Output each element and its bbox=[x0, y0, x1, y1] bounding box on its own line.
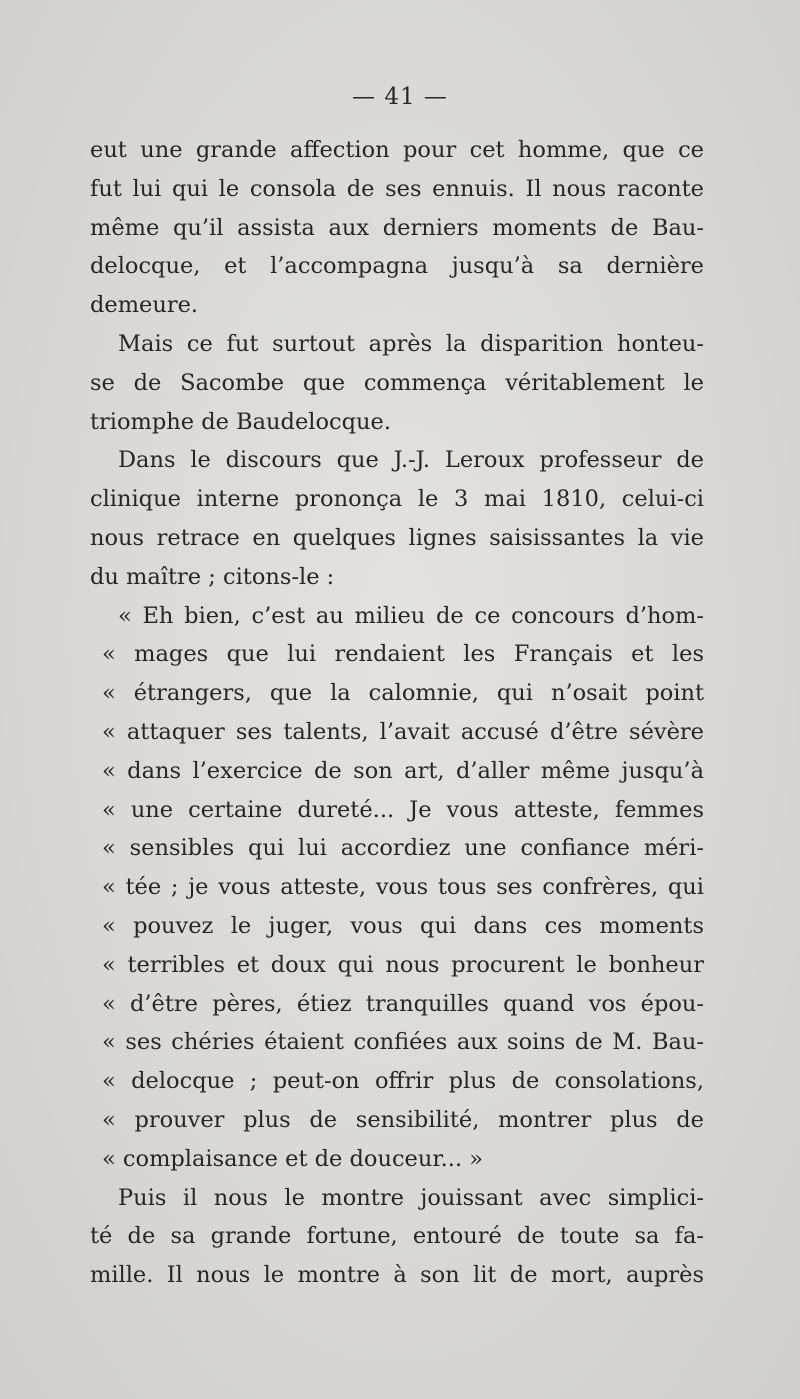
text-line: eut une grande affection pour cet homme, que ce bbox=[90, 137, 704, 163]
text-line: delocque, et l’accompagna jusqu’à sa dernière bbox=[90, 253, 704, 280]
quote-line: « pouvez le juger, vous qui dans ces moments bbox=[102, 912, 704, 939]
text-line: clinique interne prononça le 3 mai 1810, celui-ci bbox=[90, 486, 704, 513]
quote-line: « sensibles qui lui accordiez une confiance méri- bbox=[102, 835, 704, 862]
text-line: du maître ; citons-le : bbox=[90, 563, 335, 590]
quote-line: « delocque ; peut-on offrir plus de consolations, bbox=[102, 1068, 704, 1095]
text-line: Puis il nous le montre jouissant avec simplici- bbox=[118, 1184, 704, 1211]
quote-line: « terribles et doux qui nous procurent le bonheur bbox=[102, 951, 704, 978]
text-line: mille. Il nous le montre à son lit de mort, auprès bbox=[90, 1262, 704, 1289]
text-line: Mais ce fut surtout après la disparition honteu- bbox=[118, 330, 704, 357]
quote-line: « tée ; je vous atteste, vous tous ses confrères, qui bbox=[102, 874, 704, 901]
text-line: même qu’il assista aux derniers moments de Bau- bbox=[90, 214, 704, 241]
text-line: triomphe de Baudelocque. bbox=[90, 408, 391, 435]
quote-line: « complaisance et de douceur... » bbox=[102, 1145, 484, 1172]
quote-line: « une certaine dureté... Je vous atteste, femmes bbox=[102, 796, 704, 823]
quote-line: « attaquer ses talents, l’avait accusé d’être sévère bbox=[102, 718, 704, 745]
quote-line: « d’être pères, étiez tranquilles quand vos épou- bbox=[102, 990, 704, 1017]
quote-line: « ses chéries étaient confiées aux soins de M. Bau- bbox=[102, 1029, 704, 1056]
text-line: se de Sacombe que commença véritablement le bbox=[90, 369, 704, 396]
text-line: demeure. bbox=[90, 292, 199, 319]
text-line: nous retrace en quelques lignes saisissantes la vie bbox=[90, 524, 704, 551]
text-line: fut lui qui le consola de ses ennuis. Il nous raconte bbox=[90, 175, 704, 202]
body-text bbox=[90, 131, 704, 1295]
quote-line: « prouver plus de sensibilité, montrer plus de bbox=[102, 1106, 704, 1133]
page-number: — 41 — bbox=[352, 84, 448, 110]
text-line: té de sa grande fortune, entouré de toute sa fa- bbox=[90, 1223, 704, 1250]
quote-line: « mages que lui rendaient les Français et les bbox=[102, 641, 704, 668]
quote-line: « Eh bien, c’est au milieu de ce concours d’hom- bbox=[118, 602, 704, 629]
quote-line: « dans l’exercice de son art, d’aller même jusqu’à bbox=[102, 757, 704, 784]
text-line: Dans le discours que J.-J. Leroux professeur de bbox=[118, 447, 704, 474]
quote-line: « étrangers, que la calomnie, qui n’osait point bbox=[102, 680, 704, 707]
